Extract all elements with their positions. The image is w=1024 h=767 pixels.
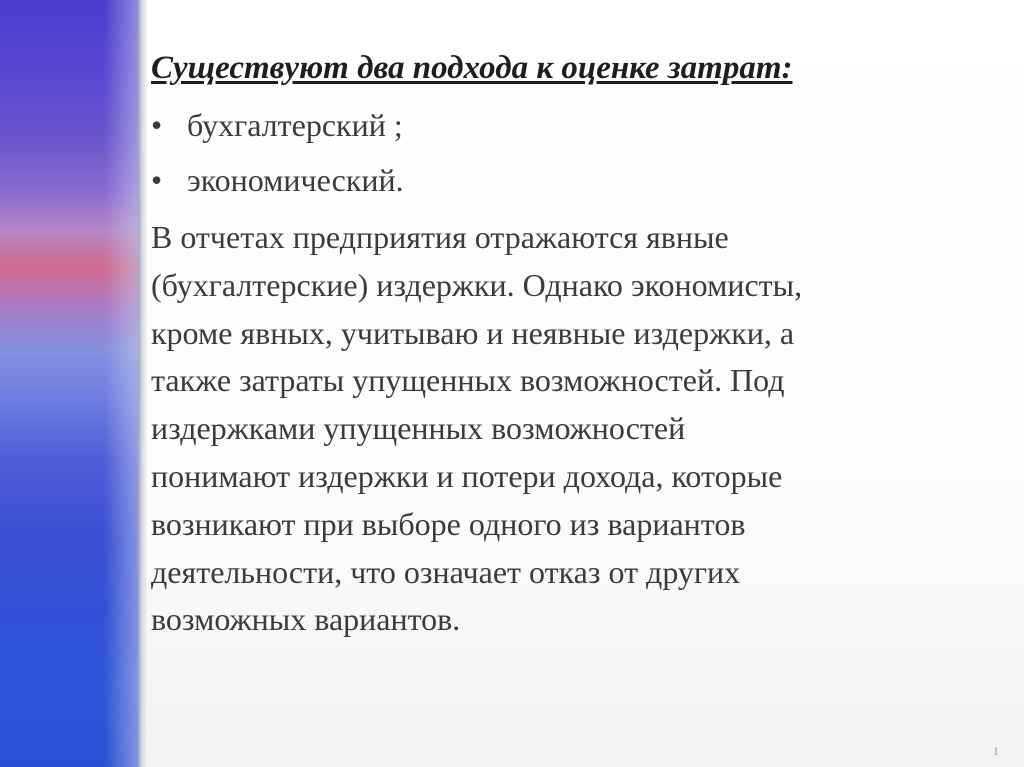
slide-number: 1: [993, 744, 999, 758]
bullet-marker: •: [151, 107, 163, 143]
bullet-item: [151, 159, 404, 214]
paragraph-line: кроме явных, учитываю и неявные издержки, а: [151, 314, 795, 351]
body-paragraph: [151, 214, 981, 644]
bullet-marker: •: [151, 162, 163, 198]
band-divider: [138, 0, 147, 767]
paragraph-line: (бухгалтерские) издержки. Однако экономисты,: [151, 266, 803, 303]
paragraph-line: возможных вариантов.: [151, 601, 461, 638]
paragraph-line: понимают издержки и потери дохода, которые: [151, 457, 783, 494]
paragraph-line: возникают при выборе одного из вариантов: [151, 505, 746, 542]
paragraph-line: издержками упущенных возможностей: [151, 410, 686, 447]
bullet-item: [151, 104, 404, 159]
slide-title: Существуют два подхода к оценке затрат:: [151, 50, 793, 86]
paragraph-line: деятельности, что означает отказ от других: [151, 553, 741, 590]
bullet-list: [151, 104, 404, 214]
bullet-text: экономический.: [187, 162, 404, 198]
decorative-side-band: [0, 0, 138, 767]
paragraph-line: В отчетах предприятия отражаются явные: [151, 219, 729, 255]
bullet-text: бухгалтерский ;: [187, 107, 403, 143]
paragraph-line: также затраты упущенных возможностей. Под: [151, 362, 785, 399]
